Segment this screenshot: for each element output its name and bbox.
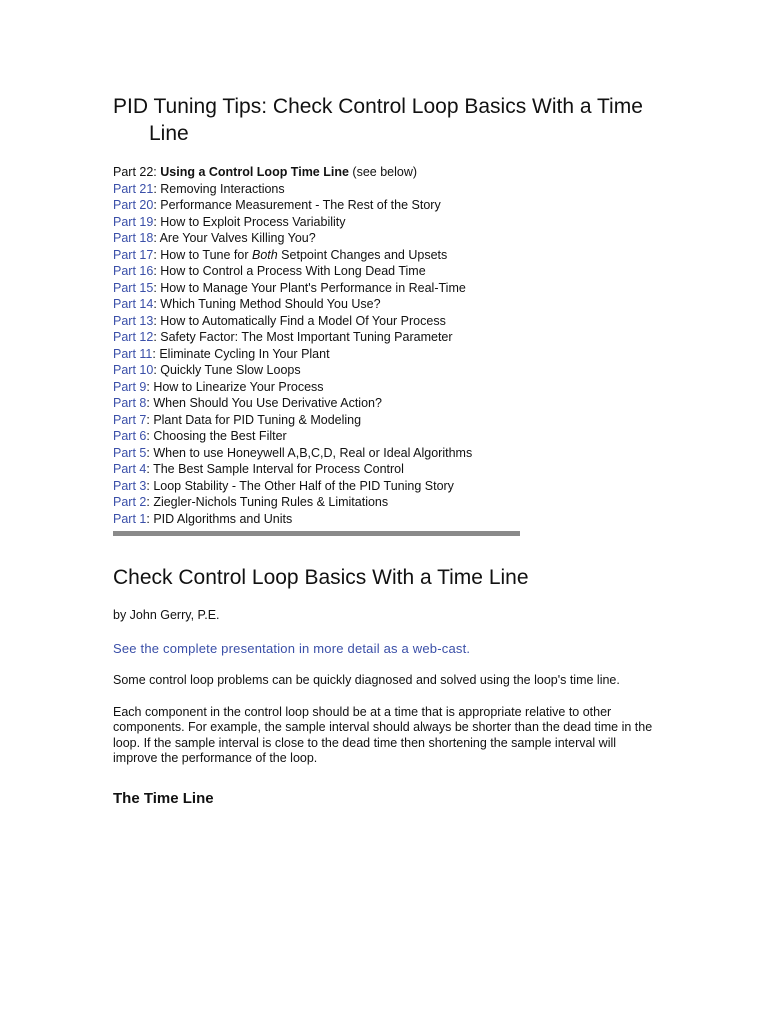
part-link[interactable]: Part 3 (113, 478, 147, 493)
part-title: Safety Factor: The Most Important Tuning Parameter (160, 330, 453, 344)
current-part-title: Using a Control Loop Time Line (160, 165, 349, 179)
part-row: Part 8: When Should You Use Derivative Action? (113, 396, 382, 410)
document-page (113, 93, 653, 809)
page-title: PID Tuning Tips: Check Control Loop Basics With a Time Line (113, 95, 643, 145)
part-row: Part 1: PID Algorithms and Units (113, 511, 293, 526)
part-title: How to Linearize Your Process (153, 379, 324, 394)
part-link[interactable]: Part 13 (113, 313, 154, 328)
part-title: When to use Honeywell A,B,C,D, Real or Ideal Algorithms (153, 445, 473, 460)
article-heading: Check Control Loop Basics With a Time Line (113, 566, 529, 589)
part-title: Loop Stability - The Other Half of the PID Tuning Story (153, 478, 454, 493)
parts-list (113, 164, 653, 527)
part-title: Choosing the Best Filter (153, 429, 287, 443)
part-link[interactable]: Part 2 (113, 495, 147, 509)
current-part-note: (see below) (352, 165, 418, 179)
part-row: Part 5: When to use Honeywell A,B,C,D, Real or Ideal Algorithms (113, 445, 473, 460)
part-row: Part 17: How to Tune for Both Setpoint Changes and Upsets (113, 247, 448, 262)
part-row: Part 15: How to Manage Your Plant's Performance in Real-Time (113, 280, 466, 295)
part-title: Plant Data for PID Tuning & Modeling (153, 412, 362, 427)
part-link[interactable]: Part 4 (113, 462, 147, 476)
part-link[interactable]: Part 20 (113, 198, 154, 212)
part-title: Which Tuning Method Should You Use? (160, 297, 381, 311)
part-title: PID Algorithms and Units (153, 511, 293, 526)
part-link[interactable]: Part 7 (113, 412, 147, 427)
part-title: Are Your Valves Killing You? (159, 231, 316, 245)
part-row: Part 19: How to Exploit Process Variability (113, 214, 346, 229)
part-row: Part 13: How to Automatically Find a Model Of Your Process (113, 313, 446, 328)
part-link[interactable]: Part 10 (113, 363, 154, 377)
part-link[interactable]: Part 21 (113, 181, 154, 196)
part-row: Part 10: Quickly Tune Slow Loops (113, 363, 301, 377)
part-title: The Best Sample Interval for Process Control (153, 462, 404, 476)
part-row-current (113, 164, 653, 181)
part-row: Part 20: Performance Measurement - The Rest of the Story (113, 198, 441, 212)
part-row: Part 16: How to Control a Process With Long Dead Time (113, 264, 426, 278)
part-row: Part 2: Ziegler-Nichols Tuning Rules & Limitations (113, 495, 389, 509)
body-paragraph: Each component in the control loop should be at a time that is appropriate relative to other components. For example, the sample interval should always be shorter than the dead time in the loop. If the sample interval is close to the dead time then shortening the sample interval will improve the performance of the loop. (113, 704, 653, 765)
part-link[interactable]: Part 14 (113, 297, 154, 311)
part-link[interactable]: Part 18 (113, 231, 154, 245)
part-link[interactable]: Part 11 (113, 346, 153, 361)
part-link[interactable]: Part 12 (113, 330, 154, 344)
part-row: Part 21: Removing Interactions (113, 181, 285, 196)
byline: by John Gerry, P.E. (113, 608, 220, 622)
current-part-label: Part 22: (113, 165, 157, 179)
part-title: How to Control a Process With Long Dead Time (160, 264, 426, 278)
intro-paragraph: Some control loop problems can be quickly diagnosed and solved using the loop's time line. (113, 673, 620, 687)
part-row: Part 12: Safety Factor: The Most Important Tuning Parameter (113, 330, 453, 344)
part-title: How to Exploit Process Variability (160, 214, 346, 229)
part-title: Setpoint Changes and Upsets (277, 247, 448, 262)
part-title: How to Manage Your Plant's Performance in Real-Time (160, 280, 466, 295)
part-title: Ziegler-Nichols Tuning Rules & Limitations (153, 495, 389, 509)
part-row: Part 6: Choosing the Best Filter (113, 429, 287, 443)
part-row: Part 7: Plant Data for PID Tuning & Modeling (113, 412, 362, 427)
part-row: Part 9: How to Linearize Your Process (113, 379, 324, 394)
part-link[interactable]: Part 15 (113, 280, 154, 295)
webcast-link[interactable]: See the complete presentation in more detail as a web-cast. (113, 641, 471, 656)
part-row: Part 3: Loop Stability - The Other Half of the PID Tuning Story (113, 478, 454, 493)
part-row: Part 18: Are Your Valves Killing You? (113, 231, 316, 245)
part-row: Part 14: Which Tuning Method Should You Use? (113, 297, 381, 311)
part-link[interactable]: Part 8 (113, 396, 147, 410)
part-row: Part 4: The Best Sample Interval for Process Control (113, 462, 404, 476)
part-title: When Should You Use Derivative Action? (153, 396, 382, 410)
part-title: Performance Measurement - The Rest of the Story (160, 198, 441, 212)
part-link[interactable]: Part 6 (113, 429, 147, 443)
part-title-emphasis: Both (251, 247, 278, 262)
part-link[interactable]: Part 19 (113, 214, 154, 229)
part-row: Part 11: Eliminate Cycling In Your Plant (113, 346, 330, 361)
part-link[interactable]: Part 1 (113, 511, 147, 526)
part-title: Quickly Tune Slow Loops (160, 363, 301, 377)
part-link[interactable]: Part 5 (113, 445, 147, 460)
part-title: Eliminate Cycling In Your Plant (159, 346, 330, 361)
part-link[interactable]: Part 17 (113, 247, 154, 262)
part-link[interactable]: Part 16 (113, 264, 154, 278)
part-link[interactable]: Part 9 (113, 379, 147, 394)
part-title: How to Automatically Find a Model Of Your Process (160, 313, 446, 328)
part-title: How to Tune for (160, 247, 252, 262)
section-divider (113, 531, 520, 536)
part-title: Removing Interactions (160, 181, 285, 196)
time-line-subheading: The Time Line (113, 789, 214, 807)
